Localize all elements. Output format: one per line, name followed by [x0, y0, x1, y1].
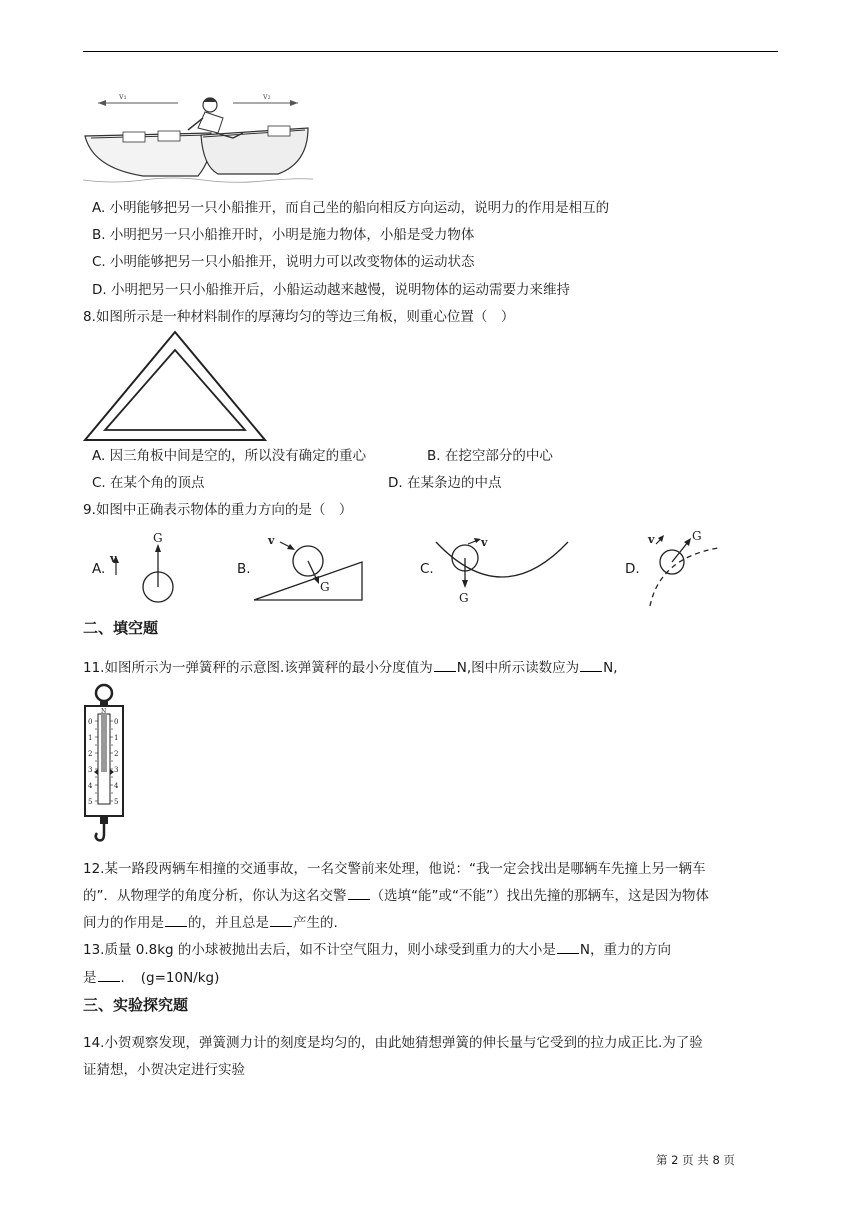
q8-option-d[interactable]: D. 在某条边的中点: [388, 475, 502, 491]
g-label: G: [153, 531, 163, 545]
boat-figure: [83, 88, 313, 188]
q9-figure-b: [252, 532, 372, 604]
spring-scale-figure: [80, 682, 130, 847]
q13-line2: 是 ． (g=10N/kg): [83, 970, 220, 986]
v2-label: v₂: [263, 92, 271, 101]
q14-line2: 证猜想，小贺决定进行实验: [83, 1062, 245, 1078]
svg-text:G: G: [692, 529, 702, 543]
q9-figure-d: [640, 528, 720, 608]
svg-text:5: 5: [114, 798, 119, 806]
q12-line2: 的”．从物理学的角度分析，你认为这名交警 （选填“能”或“不能”）找出先撞的那辆车，这是因为物体: [83, 888, 709, 904]
triangle-plate-figure: [83, 330, 268, 442]
q12-blank-3[interactable]: [270, 914, 292, 927]
header-rule: [83, 51, 778, 52]
section2-title: 二、填空题: [83, 619, 159, 637]
q13-line1: 13.质量 0.8kg 的小球被抛出去后，如不计空气阻力，则小球受到重力的大小是 N，重力的方向: [83, 942, 672, 958]
q7-option-a[interactable]: A. 小明能够把另一只小船推开，而自己坐的船向相反方向运动，说明力的作用是相互的: [92, 200, 610, 216]
q8-option-a[interactable]: A. 因三角板中间是空的，所以没有确定的重心: [92, 448, 367, 464]
q14-line1: 14.小贺观察发现，弹簧测力计的刻度是均匀的，由此她猜想弹簧的伸长量与它受到的拉力成正比.为了验: [83, 1035, 703, 1051]
v-label: v: [110, 552, 117, 565]
svg-text:G: G: [459, 591, 469, 605]
q8-option-b[interactable]: B. 在挖空部分的中心: [427, 448, 553, 464]
svg-text:v: v: [268, 534, 275, 547]
svg-text:G: G: [320, 580, 330, 594]
v1-label: v₁: [119, 92, 127, 101]
q11-blank-2[interactable]: [580, 659, 602, 672]
q9-label-a[interactable]: A.: [92, 561, 106, 577]
q8-stem: 8.如图所示是一种材料制作的厚薄均匀的等边三角板，则重心位置（ ）: [83, 309, 515, 325]
q9-label-d[interactable]: D.: [625, 561, 640, 577]
section3-title: 三、实验探究题: [83, 996, 189, 1014]
q8-option-c[interactable]: C. 在某个角的顶点: [92, 475, 205, 491]
svg-text:v: v: [481, 536, 488, 549]
q12-blank-2[interactable]: [165, 914, 187, 927]
q9-stem: 9.如图中正确表示物体的重力方向的是（ ）: [83, 502, 353, 518]
svg-text:4: 4: [114, 782, 119, 790]
svg-text:2: 2: [88, 750, 93, 758]
svg-text:3: 3: [114, 766, 119, 774]
q7-option-b[interactable]: B. 小明把另一只小船推开时，小明是施力物体，小船是受力物体: [92, 227, 475, 243]
svg-text:2: 2: [114, 750, 119, 758]
svg-text:1: 1: [88, 734, 93, 742]
q7-option-c[interactable]: C. 小明能够把另一只小船推开，说明力可以改变物体的运动状态: [92, 254, 475, 270]
svg-text:3: 3: [88, 766, 93, 774]
page-footer: 第 2 页 共 8 页: [656, 1153, 735, 1167]
svg-text:0: 0: [88, 718, 93, 726]
q7-option-d[interactable]: D. 小明把另一只小船推开后，小船运动越来越慢，说明物体的运动需要力来维持: [92, 282, 570, 298]
svg-text:5: 5: [88, 798, 93, 806]
svg-text:v: v: [648, 533, 655, 546]
svg-text:1: 1: [114, 734, 119, 742]
q9-figure-c: [432, 532, 572, 607]
scale-unit: N: [101, 708, 107, 715]
q9-figure-a: [108, 530, 188, 605]
q12-blank-1[interactable]: [348, 887, 370, 900]
q9-label-c[interactable]: C.: [420, 561, 434, 577]
svg-text:0: 0: [114, 718, 119, 726]
q11-text: 11.如图所示为一弹簧秤的示意图.该弹簧秤的最小分度值为 N,图中所示读数应为 N,: [83, 660, 618, 676]
q9-label-b[interactable]: B.: [237, 561, 251, 577]
q12-line3: 间力的作用是 的，并且总是 产生的.: [83, 915, 338, 931]
q13-blank-1[interactable]: [557, 941, 579, 954]
q11-blank-1[interactable]: [434, 659, 456, 672]
q13-blank-2[interactable]: [98, 969, 120, 982]
svg-text:4: 4: [88, 782, 93, 790]
q12-line1: 12.某一路段两辆车相撞的交通事故，一名交警前来处理，他说：“我一定会找出是哪辆车先撞上另一辆车: [83, 861, 706, 877]
